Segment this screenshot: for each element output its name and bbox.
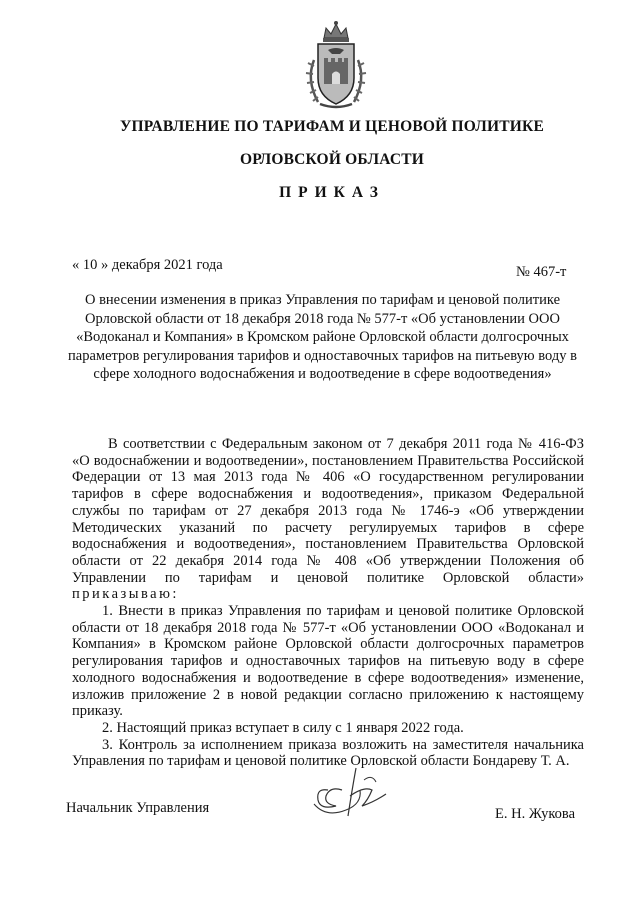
handwritten-signature-icon [306, 760, 402, 824]
preamble-paragraph [72, 436, 584, 603]
order-item-3: 3. Контроль за исполнением приказа возложить на заместителя начальника Управления по тарифам и ценовой политике Орловской области Бондареву Т. А. [72, 736, 584, 770]
signatory-title: Начальник Управления [66, 800, 210, 816]
region-name: ОРЛОВСКОЙ ОБЛАСТИ [239, 151, 425, 168]
preamble-text: В соответствии с Федеральным законом от 7 декабря 2011 года № 416-ФЗ «О водоснабжении и водоотведении», постановлением Правительства Российской Федерации от 13 мая 2013 года № 406 «О государственном регулировании тарифов в сфере водоснабжения и водоотведения», приказом Федеральной службы по тарифам от 27 декабря 2013 года № 1746-э «Об утверждении Методических указаний по расчету регулируемых тарифов в сфере водоснабжения и водоотведения», постановлением Правительства Орловской области от 22 декабря 2014 года № 408 «Об утверждении Положения об Управлении по тарифам и ценовой политике Орловской области» [72, 436, 584, 586]
order-date: « 10 » декабря 2021 года [72, 257, 223, 273]
coat-of-arms-icon [300, 20, 372, 112]
order-body [72, 436, 584, 770]
document-type: ПРИКАЗ [279, 184, 385, 201]
organization-name: УПРАВЛЕНИЕ ПО ТАРИФАМ И ЦЕНОВОЙ ПОЛИТИКЕ [119, 118, 545, 135]
order-item-2: 2. Настоящий приказ вступает в силу с 1 января 2022 года. [102, 719, 464, 736]
signatory-name: Е. Н. Жукова [495, 806, 576, 822]
order-number: № 467-т [516, 264, 567, 280]
order-subject: О внесении изменения в приказ Управления по тарифам и ценовой политике Орловской области от 18 декабря 2018 года № 577-т «Об установлении ООО «Водоканал и Компания» в Кромском районе Орловской области долгосрочных параметров регулирования тарифов и одноставочных тарифов на питьевую воду в сфере холодного водоснабжения и водоотведение в сфере водоотведения» [68, 292, 577, 383]
order-word: приказываю: [72, 586, 179, 603]
order-item-1: 1. Внести в приказ Управления по тарифам и ценовой политике Орловской области от 18 декабря 2018 года № 577-т «Об установлении ООО «Водоканал и Компания» в Кромском районе Орловской области долгосрочных параметров регулирования тарифов и одноставочных тарифов на питьевую воду в сфере холодного водоснабжения и водоотведение в сфере водоотведения» изменение, изложив приложение 2 в новой редакции согласно приложению к настоящему приказу. [72, 603, 584, 720]
